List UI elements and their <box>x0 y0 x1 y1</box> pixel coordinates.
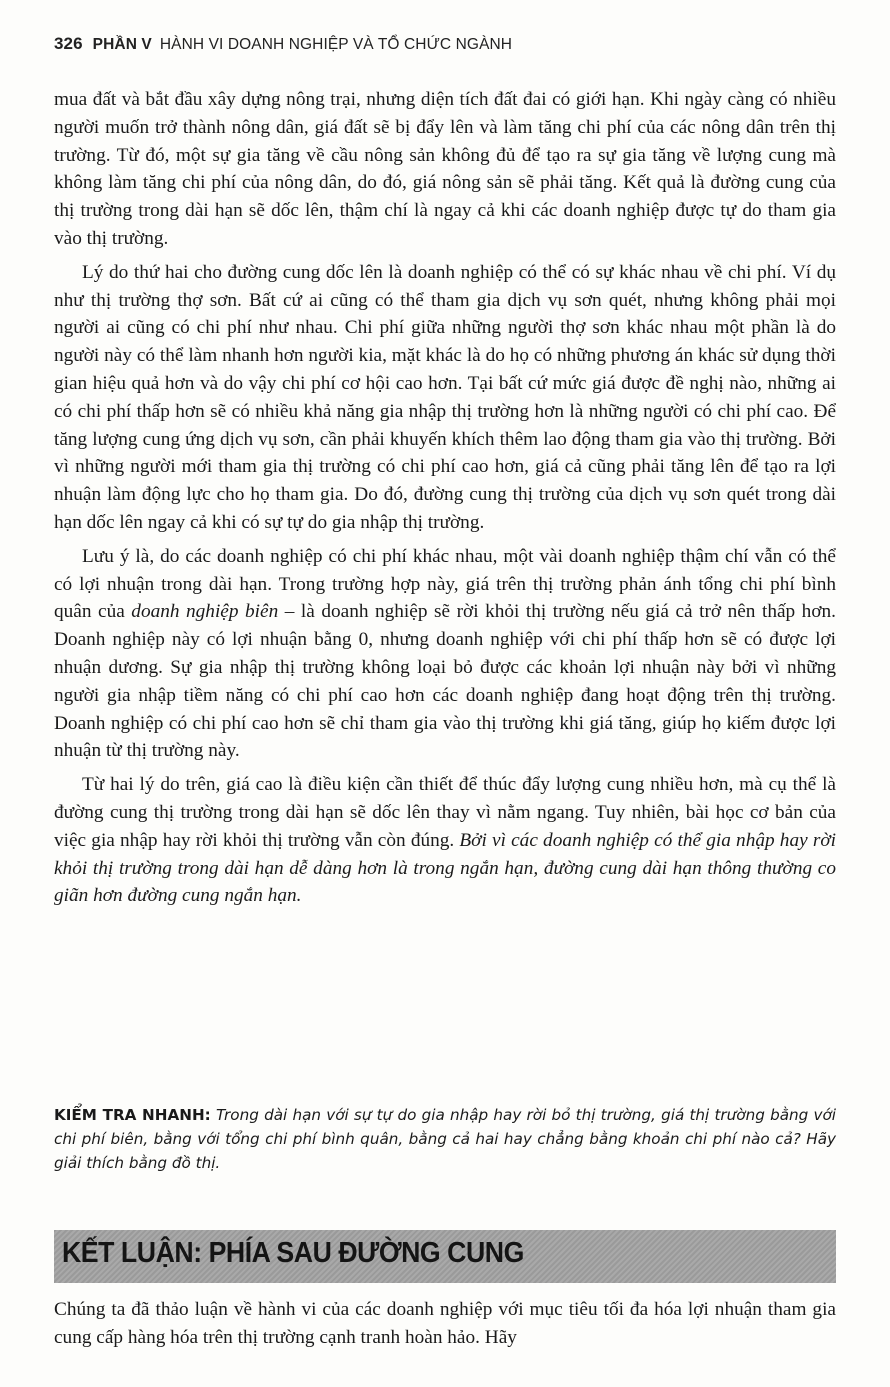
paragraph-text: Lưu ý là, do các doanh nghiệp có chi phí khác nhau, một vài doanh nghiệp thậm chí vẫn có thể có lợi nhuận trong dài hạn. Trong trường hợp này, giá trên thị trường phản ánh tổng chi phí bình quân của <box>54 545 836 623</box>
section-intro <box>54 1296 836 1352</box>
body-text <box>54 86 836 916</box>
paragraph-text: – là doanh nghiệp sẽ rời khỏi thị trường nếu giá cả trở nên thấp hơn. Doanh nghiệp này có lợi nhuận bằng 0, nhưng doanh nghiệp với chi phí thấp hơn sẽ có được lợi nhuận dương. Sự gia nhập thị trường không loại bỏ được các khoản lợi nhuận này bởi vì những người gia nhập tiềm năng có chi phí cao hơn các doanh nghiệp đang hoạt động trên thị trường. Doanh nghiệp có chi phí cao hơn sẽ chỉ tham gia vào thị trường khi giá tăng, giúp họ kiếm được lợi nhuận từ thị trường này. <box>54 601 836 762</box>
section-title: KẾT LUẬN: PHÍA SAU ĐƯỜNG CUNG <box>62 1237 524 1269</box>
running-header <box>54 34 834 54</box>
paragraph <box>54 771 836 910</box>
paragraph: Chúng ta đã thảo luận về hành vi của các doanh nghiệp với mục tiêu tối đa hóa lợi nhuận tham gia cung cấp hàng hóa trên thị trường cạnh tranh hoàn hảo. Hãy <box>54 1299 836 1348</box>
quick-quiz-text: Trong dài hạn với sự tự do gia nhập hay rời bỏ thị trường, giá thị trường bằng với chi phí biên, bằng với tổng chi phí bình quân, bằng cả hai hay chẳng bằng khoản chi phí nào cả? Hãy giải thích bằng đồ thị. <box>54 1106 836 1172</box>
emphasis-term: doanh nghiệp biên <box>131 601 279 623</box>
page-number: 326 <box>54 34 83 53</box>
part-title: HÀNH VI DOANH NGHIỆP VÀ TỔ CHỨC NGÀNH <box>159 36 513 53</box>
paragraph: mua đất và bắt đầu xây dựng nông trại, nhưng diện tích đất đai có giới hạn. Khi ngày càng có nhiều người muốn trở thành nông dân, giá đất sẽ bị đẩy lên và làm tăng chi phí của các nông dân trên thị trường. Từ đó, một sự gia tăng về cầu nông sản không đủ để tạo ra sự gia tăng về lượng cung mà không làm tăng chi phí của nông dân, do đó, giá nông sản sẽ phải tăng. Kết quả là đường cung của thị trường trong dài hạn sẽ dốc lên, thậm chí là ngay cả khi các doanh nghiệp được tự do tham gia vào thị trường. <box>54 89 836 249</box>
quick-quiz <box>54 1103 836 1175</box>
paragraph: Lý do thứ hai cho đường cung dốc lên là doanh nghiệp có thể có sự khác nhau về chi phí. Ví dụ như thị trường thợ sơn. Bất cứ ai cũng có thể tham gia dịch vụ sơn quét, nhưng không phải mọi người ai cũng có chi phí như nhau. Chi phí giữa những người thợ sơn khác nhau một phần là do người này có thể làm nhanh hơn người kia, mặt khác là do họ có những phương án khác sử dụng thời gian hiệu quả hơn và do vậy chi phí cơ hội cao hơn. Tại bất cứ mức giá được đề nghị nào, những ai có chi phí thấp hơn sẽ có nhiều khả năng gia nhập thị trường hơn là những người có chi phí cao. Để tăng lượng cung ứng dịch vụ sơn, cần phải khuyến khích thêm lao động tham gia vào thị trường. Bởi vì những người mới tham gia thị trường có chi phí cao hơn, giá cả cũng phải tăng lên để tạo ra lợi nhuận làm động lực cho họ tham gia. Do đó, đường cung thị trường của dịch vụ sơn quét trong dài hạn dốc lên ngay cả khi có sự tự do gia nhập thị trường. <box>54 261 836 533</box>
emphasis-sentence: Bởi vì các doanh nghiệp có thể gia nhập hay rời khỏi thị trường trong dài hạn dễ dàng hơn là trong ngắn hạn, đường cung dài hạn thông thường co giãn hơn đường cung ngắn hạn. <box>54 829 836 907</box>
section-banner <box>54 1230 836 1283</box>
paragraph <box>54 543 836 765</box>
quick-quiz-label: KIỂM TRA NHANH: <box>54 1106 211 1124</box>
part-label: PHẦN V <box>92 36 152 53</box>
paragraph-text: Từ hai lý do trên, giá cao là điều kiện cần thiết để thúc đẩy lượng cung nhiều hơn, mà cụ thể là đường cung thị trường trong dài hạn sẽ dốc lên thay vì nằm ngang. Tuy nhiên, bài học cơ bản của việc gia nhập hay rời khỏi thị trường vẫn còn đúng. <box>54 774 836 851</box>
